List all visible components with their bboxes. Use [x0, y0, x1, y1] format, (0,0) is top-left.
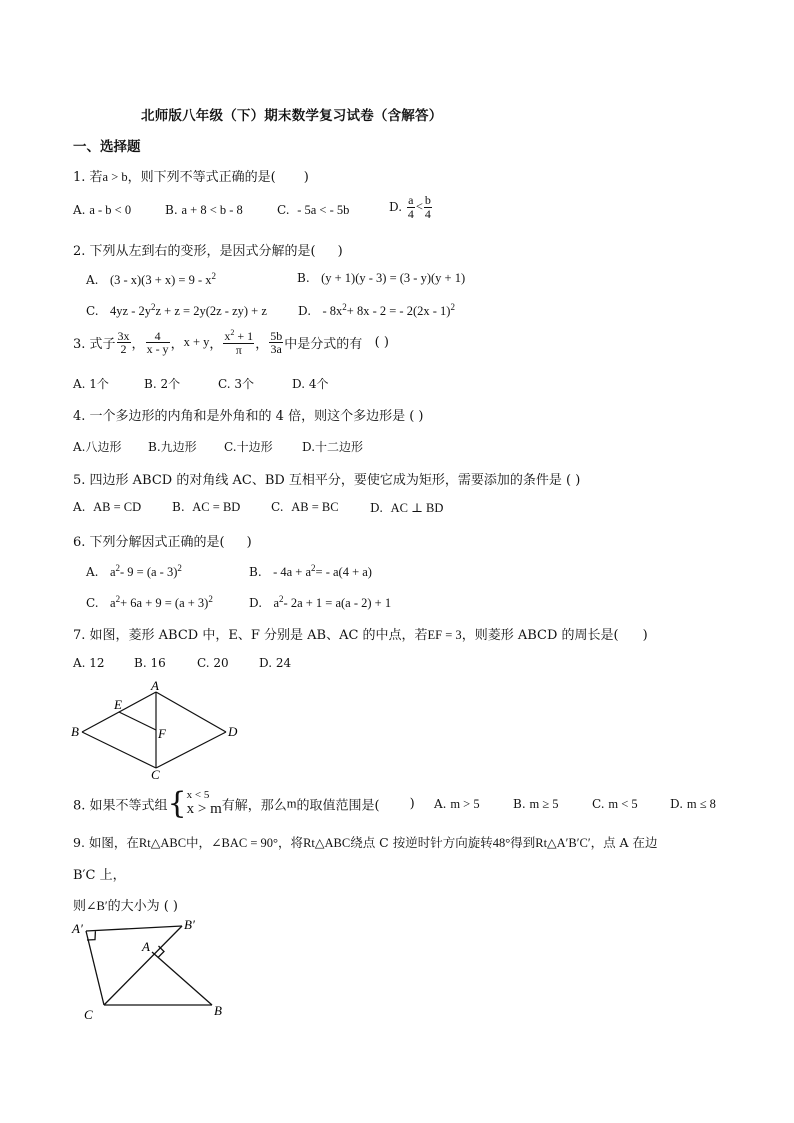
page-title: 北师版八年级（下）期末数学复习试卷（含解答） — [141, 108, 443, 124]
question-7: 7. 如图，菱形 ABCD 中，E、F 分别是 AB、AC 的中点，若EF = 3，则菱形 ABCD 的周长是( ) — [73, 628, 648, 643]
q5-option-a[interactable]: A. AB = CD — [73, 500, 142, 514]
question-2: 2. 下列从左到右的变形，是因式分解的是( ) — [73, 244, 343, 259]
question-9: 9. 如图，在Rt△ABC中，∠BAC = 90°，将Rt△ABC绕点 C 按逆时针方向旋转48°得到Rt△A′B′C′，点 A 在边 — [73, 835, 658, 850]
question-5: 5. 四边形 ABCD 的对角线 AC、BD 互相平分，要使它成为矩形，需要添加的条件是 ( ) — [73, 473, 581, 488]
label-b: B — [71, 724, 79, 739]
segment-a1-c — [86, 931, 104, 1005]
label-c: C — [151, 767, 160, 782]
rhombus-side-dc — [156, 732, 226, 768]
label-b-prime: B′ — [184, 917, 195, 932]
label-a: A — [142, 939, 150, 954]
q8-option-b[interactable]: B. m ≥ 5 — [513, 797, 559, 811]
label-a-prime: A′ — [72, 921, 83, 936]
label-e: E — [114, 697, 122, 712]
question-1: 1. 若a > b，则下列不等式正确的是( ) — [73, 170, 309, 185]
q6-option-d[interactable]: D. $a^2-$ 2a + 1 = a(a - 2) + 1 — [249, 594, 392, 610]
q8-option-a[interactable]: A. m > 5 — [434, 797, 480, 811]
q2-option-b[interactable]: B. (y + 1)(y - 3) = (3 - y)(y + 1) — [297, 271, 466, 285]
segment-a1-b1 — [86, 926, 182, 931]
q7-option-a[interactable]: A. 12 — [73, 656, 105, 670]
q1-option-c[interactable]: C. - 5a < - 5b — [277, 203, 350, 217]
question-8: 8. 如果不等式组{ x < 5 x > m 有解，那么m的取值范围是( ) — [73, 786, 415, 821]
q3-option-a[interactable]: A. 1个 — [73, 377, 109, 391]
q3-option-d[interactable]: D. 4个 — [292, 377, 329, 391]
section-heading: 一、选择题 — [73, 139, 141, 155]
label-b: B — [214, 1003, 222, 1018]
q4-option-c[interactable]: C.十边形 — [224, 440, 273, 454]
brace-icon: { — [167, 786, 187, 821]
question-9-line-3: 则∠B′的大小为 ( ) — [73, 899, 178, 914]
segment-c-b1 — [104, 926, 182, 1005]
q6-option-c[interactable]: C. $a^2+ 6a + 9 = (a + 3)^2$ — [86, 594, 213, 610]
q5-option-b[interactable]: B. AC = BD — [172, 500, 241, 514]
q1-option-b[interactable]: B. a + 8 < b - 8 — [165, 203, 243, 217]
question-4: 4. 一个多边形的内角和是外角和的 4 倍，则这个多边形是 ( ) — [73, 409, 424, 424]
q4-option-d[interactable]: D.十二边形 — [302, 440, 364, 454]
q4-option-a[interactable]: A.八边形 — [73, 440, 122, 454]
segment-a-b — [152, 952, 212, 1005]
q7-option-d[interactable]: D. 24 — [259, 656, 292, 670]
q7-option-c[interactable]: C. 20 — [197, 656, 229, 670]
label-f: F — [158, 726, 166, 741]
q4-option-b[interactable]: B.九边形 — [148, 440, 197, 454]
q5-option-c[interactable]: C. AB = BC — [271, 500, 339, 514]
question-3: 3. 式子 $\frac{3x}{2}$ ， $\frac{4}{x - y}$ ，x + y， $\frac{x^2 + 1}{\pi}$ ， $\frac{5b}{3a}$ 中是分式的有 ( ) — [73, 328, 389, 357]
question-6: 6. 下列分解因式正确的是( ) — [73, 535, 252, 550]
label-d: D — [228, 724, 238, 739]
q3-option-b[interactable]: B. 2个 — [144, 377, 181, 391]
q6-option-a[interactable]: A. $a^2-$ 9 = (a - 3)$^2$ — [86, 563, 182, 579]
segment-ef — [119, 712, 156, 730]
rotation-figure — [66, 915, 241, 1027]
q3-option-c[interactable]: C. 3个 — [218, 377, 255, 391]
q2-option-d[interactable]: D. - $8x^2+ 8x - 2$ = - 2(2x - 1)$^2$ — [298, 302, 455, 318]
q8-option-c[interactable]: C. m < 5 — [592, 797, 638, 811]
q1-option-a[interactable]: A. a - b < 0 — [73, 203, 132, 217]
q1-option-d[interactable]: D. $\frac{a}{4}$ < $\frac{b}{4}$ — [389, 193, 431, 221]
rhombus-side-ad — [156, 692, 226, 732]
q6-option-b[interactable]: B. - $4a + a^2= - a(4 + a)$ — [249, 563, 372, 579]
question-9-line-2: B′C 上， — [73, 868, 126, 883]
q2-option-a[interactable]: A. $(3 - x)(3 + x) = 9 - x^2$ — [86, 271, 217, 287]
label-a: A — [151, 678, 159, 693]
rhombus-side-cb — [82, 732, 156, 768]
q2-option-c[interactable]: C. $4yz - 2y^2z + z = 2y(2z - zy) + z$ — [86, 302, 267, 318]
q7-option-b[interactable]: B. 16 — [134, 656, 166, 670]
q5-option-d[interactable]: D. AC ⊥ BD — [370, 501, 444, 515]
right-angle-mark-a — [158, 946, 164, 958]
rhombus-figure — [66, 678, 246, 782]
q8-option-d[interactable]: D. m ≤ 8 — [670, 797, 716, 811]
label-c: C — [84, 1007, 93, 1022]
